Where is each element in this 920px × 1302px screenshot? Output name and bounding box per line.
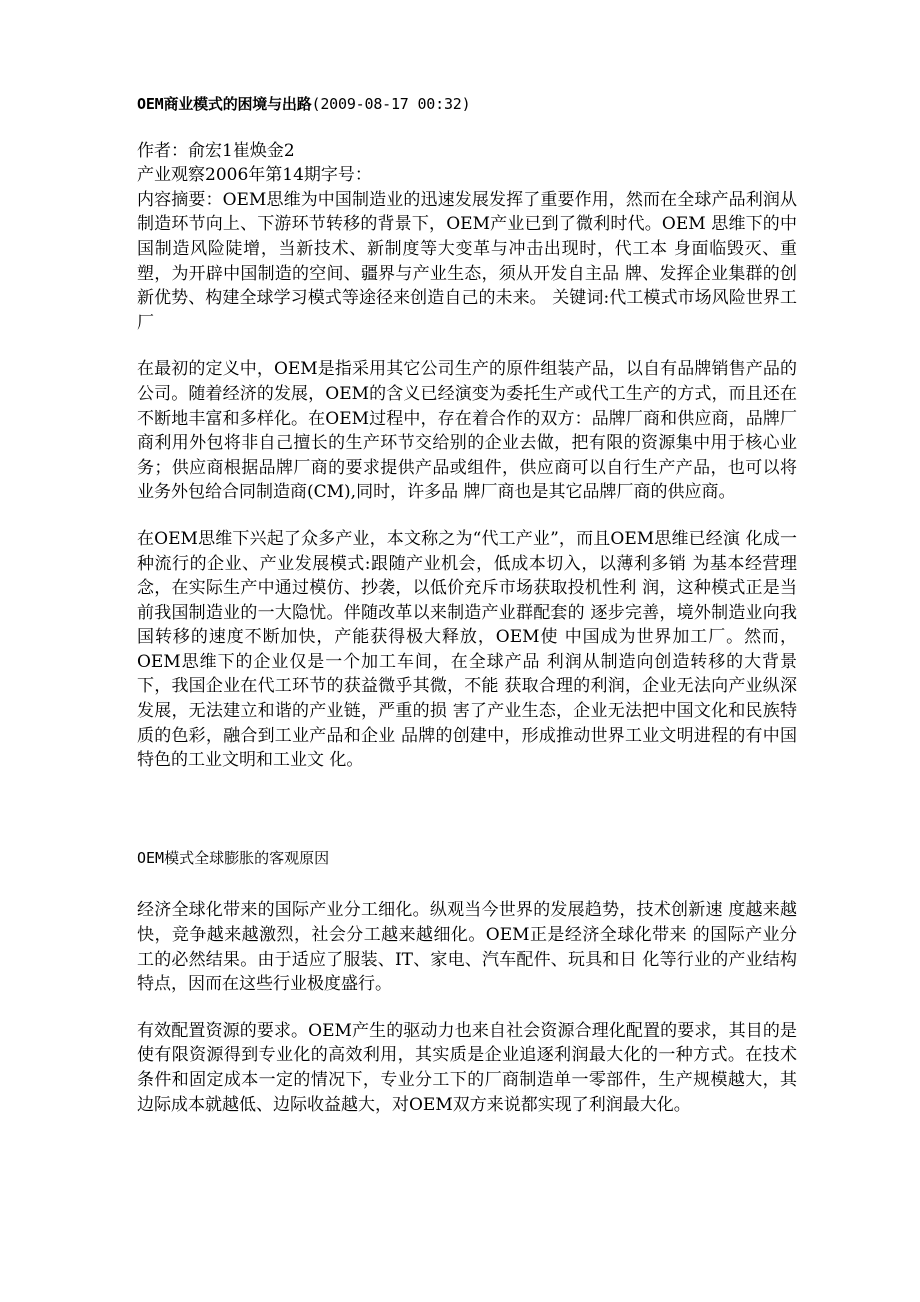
article-datetime: (2009-08-17 00:32) bbox=[311, 95, 471, 113]
document-body bbox=[137, 92, 797, 1117]
paragraph-globalization: 经济全球化带来的国际产业分工细化。纵观当今世界的发展趋势，技术创新速 度越来越快，竞争越来越激烈，社会分工越来越细化。OEM正是经济全球化带来 的国际产业分工的必然结果。由于适应了服装、IT、家电、汽车配件、玩具和日 化等行业的产业结构特点，因而在这些行业极度盛行。 bbox=[137, 900, 797, 995]
paragraph-oem-definition: 在最初的定义中，OEM是指采用其它公司生产的原件组装产品，以自有品牌销售产品的公司。随着经济的发展，OEM的含义已经演变为委托生产或代工生产的方式，而且还在不断地丰富和多样化。在OEM过程中，存在着合作的双方：品牌厂商和供应商，品牌厂商利用外包将非自己擅长的生产环节交给别的企业去做，把有限的资源集中用于核心业务；供应商根据品牌厂商的要求提供产品或组件，供应商可以自行生产产品，也可以将业务外包给合同制造商(CM),同时，许多品 牌厂商也是其它品牌厂商的供应商。 bbox=[137, 359, 797, 503]
article-title: OEM商业模式的困境与出路 bbox=[137, 95, 312, 113]
article-title-line bbox=[137, 92, 797, 117]
section-heading: OEM模式全球膨胀的客观原因 bbox=[137, 848, 330, 867]
paragraph-oem-thinking: 在OEM思维下兴起了众多产业，本文称之为“代工产业”，而且OEM思维已经演 化成一种流行的企业、产业发展模式:跟随产业机会，低成本切入，以薄利多销 为基本经营理念，在实际生产中通过模仿、抄袭，以低价充斥市场获取投机性利 润，这种模式正是当前我国制造业的一大隐忧。伴随改革以来制造产业群配套的 逐步完善，境外制造业向我国转移的速度不断加快，产能获得极大释放，OEM使 中国成为世界加工厂。然而，OEM思维下的企业仅是一个加工车间，在全球产品 利润从制造向创造转移的大背景下，我国企业在代工环节的获益微乎其微，不能 获取合理的利润，企业无法向产业纵深发展，无法建立和谐的产业链，严重的损 害了产业生态，企业无法把中国文化和民族特质的色彩，融合到工业产品和企业 品牌的创建中，形成推动世界工业文明进程的有中国特色的工业文明和工业文 化。 bbox=[137, 528, 797, 771]
article-meta bbox=[137, 139, 797, 188]
abstract-paragraph: 内容摘要：OEM思维为中国制造业的迅速发展发挥了重要作用，然而在全球产品利润从制造环节向上、下游环节转移的背景下，OEM产业已到了微利时代。OEM 思维下的中国制造风险陡增，当新技术、新制度等大变革与冲击出现时，代工本 身面临毁灭、重塑，为开辟中国制造的空间、疆界与产业生态，须从开发自主品 牌、发挥企业集群的创新优势、构建全球学习模式等途径来创造自己的未来。 关键词:代工模式市场风险世界工厂 bbox=[137, 189, 797, 333]
paragraph-resource-allocation: 有效配置资源的要求。OEM产生的驱动力也来自社会资源合理化配置的要求，其目的是使有限资源得到专业化的高效利用，其实质是企业追逐利润最大化的一种方式。在技术条件和固定成本一定的情况下，专业分工下的厂商制造单一零部件，生产规模越大，其边际成本就越低、边际收益越大，对OEM双方来说都实现了利润最大化。 bbox=[137, 1020, 797, 1115]
source-line: 产业观察2006年第14期字号： bbox=[137, 165, 372, 186]
author-line: 作者：俞宏1崔焕金2 bbox=[137, 140, 295, 161]
